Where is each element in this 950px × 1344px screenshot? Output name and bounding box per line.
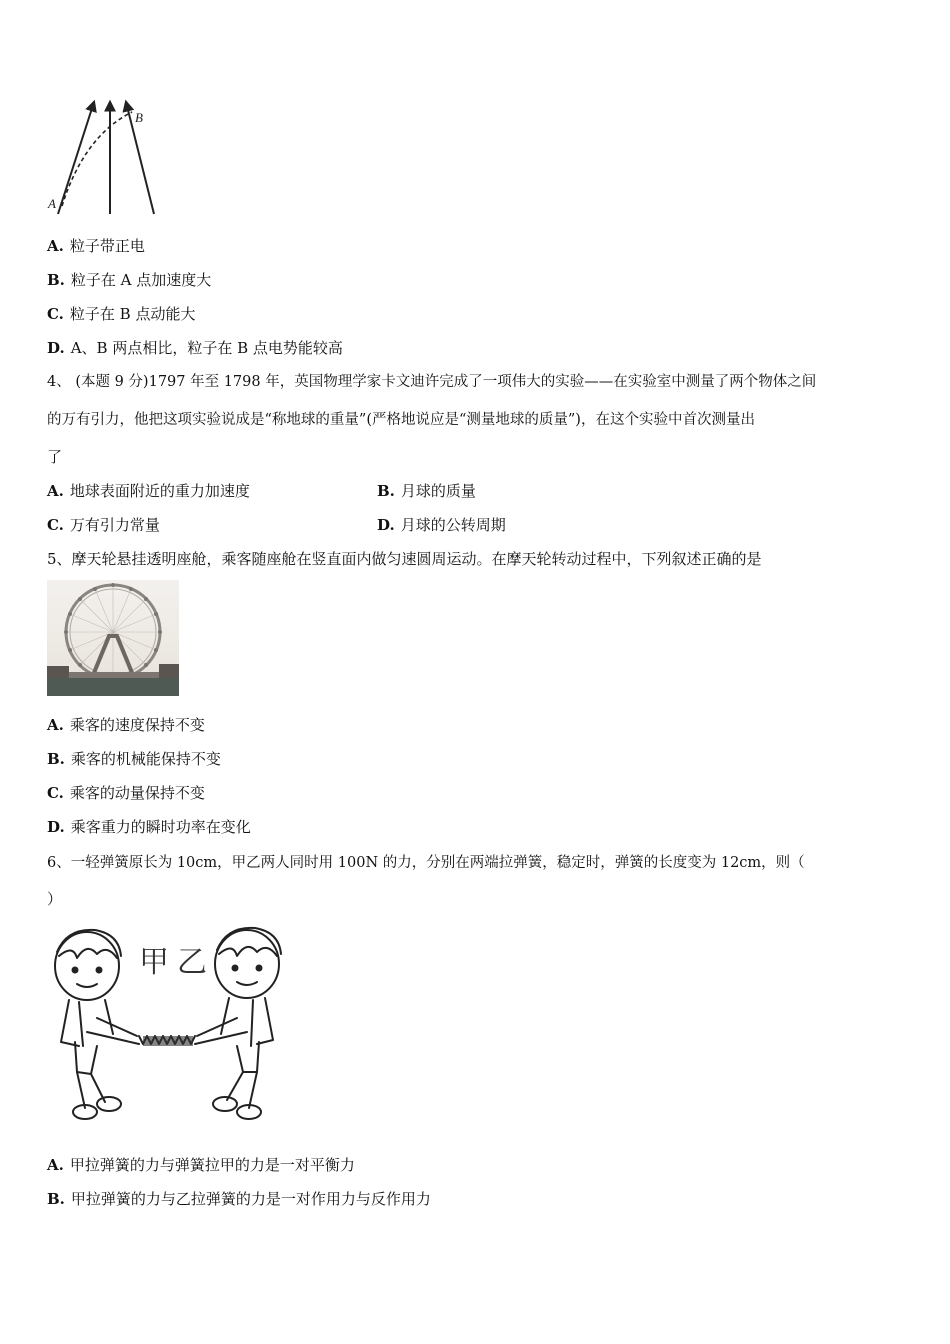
q3-option-b xyxy=(47,270,211,290)
option-text: 月球的公转周期 xyxy=(400,516,506,534)
option-letter: B. xyxy=(47,1190,65,1208)
field-line-left xyxy=(58,102,94,214)
option-text: 甲拉弹簧的力与乙拉弹簧的力是一对作用力与反作用力 xyxy=(70,1190,431,1208)
q4-option-b xyxy=(377,481,476,501)
option-letter: A. xyxy=(47,1156,64,1174)
point-b-label: B xyxy=(135,110,143,125)
option-text: 粒子在 A 点加速度大 xyxy=(70,271,212,289)
particle-trajectory xyxy=(62,112,132,206)
q5-option-b xyxy=(47,749,221,769)
q5-stem: 5、摩天轮悬挂透明座舱，乘客随座舱在竖直面内做匀速圆周运动。在摩天轮转动过程中，下列叙述正确的是 xyxy=(47,550,762,568)
option-letter: B. xyxy=(377,482,395,500)
q4-stem-line-3: 了 xyxy=(47,448,63,466)
q5-option-a xyxy=(47,715,205,735)
q5-option-d xyxy=(47,817,251,837)
option-letter: B. xyxy=(47,271,65,289)
label-jia: 甲 xyxy=(139,945,169,980)
q3-option-d xyxy=(47,338,343,358)
option-text: 粒子在 B 点动能大 xyxy=(69,305,196,323)
option-letter: D. xyxy=(47,339,65,357)
option-letter: B. xyxy=(47,750,65,768)
q6-option-a xyxy=(47,1155,355,1175)
point-a-label: A xyxy=(48,196,56,211)
option-text: 乘客的速度保持不变 xyxy=(69,716,205,734)
option-letter: D. xyxy=(377,516,395,534)
option-letter: A. xyxy=(47,716,64,734)
option-text: 甲拉弹簧的力与弹簧拉甲的力是一对平衡力 xyxy=(69,1156,355,1174)
q4-option-a xyxy=(47,481,250,501)
option-letter: A. xyxy=(47,237,64,255)
q4-stem-line-2: 的万有引力，他把这项实验说成是“称地球的重量”(严格地说应是“测量地球的质量”)，在这个实验中首次测量出 xyxy=(47,412,755,428)
option-text: 月球的质量 xyxy=(400,482,476,500)
q5-option-c xyxy=(47,783,205,803)
option-text: 地球表面附近的重力加速度 xyxy=(69,482,250,500)
option-text: 乘客的动量保持不变 xyxy=(69,784,205,802)
label-yi: 乙 xyxy=(177,945,207,980)
q3-option-c xyxy=(47,304,195,324)
option-text: A、B 两点相比，粒子在 B 点电势能较高 xyxy=(70,339,343,357)
q6-stem-line-2: ） xyxy=(47,890,63,908)
spring-pull-figure xyxy=(47,922,297,1132)
option-text: 万有引力常量 xyxy=(69,516,160,534)
ferris-wheel-photo xyxy=(47,580,179,696)
option-letter: C. xyxy=(47,305,64,323)
option-text: 乘客重力的瞬时功率在变化 xyxy=(70,818,251,836)
q3-option-a xyxy=(47,236,145,256)
option-letter: C. xyxy=(47,516,64,534)
q6-stem-line-1: 6、一轻弹簧原长为 10cm，甲乙两人同时用 100N 的力，分别在两端拉弹簧，稳定时，弹簧的长度变为 12cm，则（ xyxy=(47,855,805,871)
option-letter: D. xyxy=(47,818,65,836)
field-lines-figure xyxy=(44,96,169,218)
option-text: 粒子带正电 xyxy=(69,237,145,255)
option-letter: A. xyxy=(47,482,64,500)
option-letter: C. xyxy=(47,784,64,802)
option-text: 乘客的机械能保持不变 xyxy=(70,750,221,768)
q6-option-b xyxy=(47,1189,431,1209)
q4-stem-line-1: 4、 (本题 9 分)1797 年至 1798 年，英国物理学家卡文迪许完成了一项伟大的实验——在实验室中测量了两个物体之间 xyxy=(47,374,817,390)
q4-option-d xyxy=(377,515,506,535)
q4-option-c xyxy=(47,515,160,535)
